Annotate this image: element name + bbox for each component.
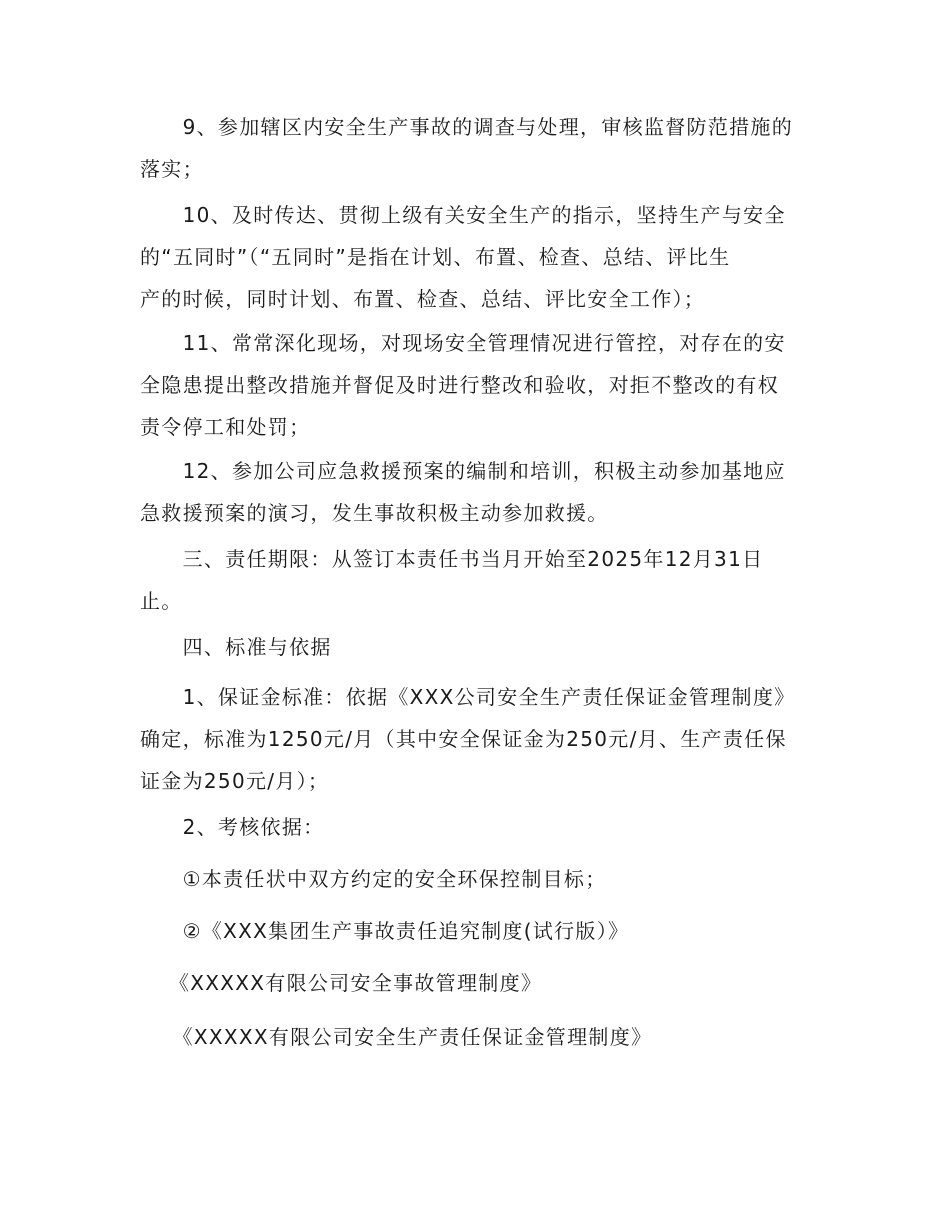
text-line: 确定，标准为1250元/月（其中安全保证金为250元/月、生产责任保 (140, 727, 787, 751)
text-line: 的“五同时”（“五同时”是指在计划、布置、检查、总结、评比生 (140, 245, 731, 269)
text-line: 10、及时传达、贯彻上级有关安全生产的指示，坚持生产与安全 (140, 203, 786, 227)
text-line: 2、考核依据： (140, 815, 325, 839)
text-line: ②《XXX集团生产事故责任追究制度(试行版）》 (140, 919, 630, 943)
paragraph-item-10 (140, 194, 820, 320)
text-line: 责令停工和处罚； (140, 415, 311, 439)
text-line: 止。 (140, 589, 183, 613)
text-line: 《XXXXX有限公司安全事故管理制度》 (140, 971, 543, 995)
text-line: 9、参加辖区内安全生产事故的调查与处理，审核监督防范措施的 (140, 115, 794, 139)
heading-section-4 (140, 626, 820, 668)
text-line: 四、标准与依据 (140, 635, 332, 659)
paragraph-standard-2 (140, 806, 820, 848)
text-line: 11、常常深化现场，对现场安全管理情况进行管控，对存在的安 (140, 331, 786, 355)
text-line: 全隐患提出整改措施并督促及时进行整改和验收，对拒不整改的有权 (140, 373, 779, 397)
text-line: 12、参加公司应急救援预案的编制和培训，积极主动参加基地应 (140, 459, 786, 483)
text-line: 产的时候，同时计划、布置、检查、总结、评比安全工作）； (140, 287, 706, 311)
text-line: 三、责任期限：从签订本责任书当月开始至2025年12月31日 (140, 547, 764, 571)
text-line: 1、保证金标准：依据《XXX公司安全生产责任保证金管理制度》 (140, 685, 796, 709)
text-line: 落实； (140, 157, 204, 181)
paragraph-basis-3 (140, 962, 820, 1004)
text-line: ①本责任状中双方约定的安全环保控制目标； (140, 867, 607, 891)
paragraph-item-12 (140, 450, 820, 534)
paragraph-section-3 (140, 538, 820, 622)
text-line: 证金为250元/月）； (140, 769, 330, 793)
text-line: 急救援预案的演习，发生事故积极主动参加救援。 (140, 501, 609, 525)
paragraph-basis-1 (140, 858, 820, 900)
paragraph-item-9 (140, 106, 820, 190)
paragraph-basis-4 (140, 1016, 820, 1058)
paragraph-item-11 (140, 322, 820, 448)
paragraph-standard-1 (140, 676, 820, 802)
text-line: 《XXXXX有限公司安全生产责任保证金管理制度》 (140, 1025, 653, 1049)
paragraph-basis-2 (140, 910, 820, 952)
